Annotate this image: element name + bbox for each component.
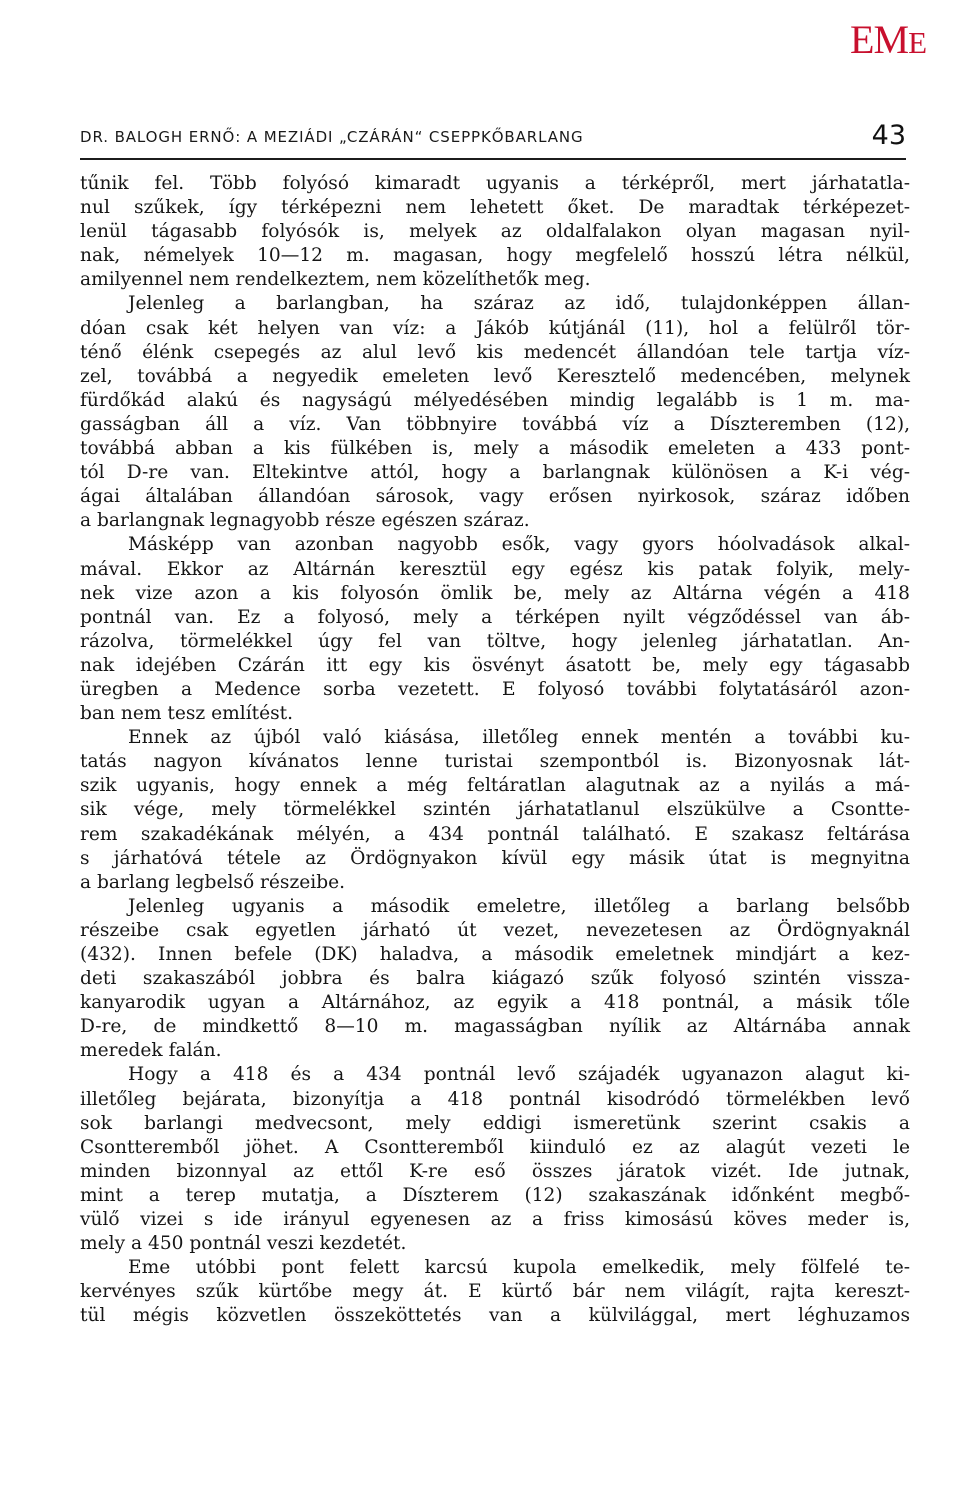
text-line: mely a 450 pontnál veszi kezdetét. — [80, 1233, 407, 1255]
text-line: amilyennel nem rendelkeztem, nem közelíthetők meg. — [80, 269, 591, 291]
text-line: dóan csak két helyen van víz: a Jákób kútjánál (11), hol a felülről tör- — [80, 317, 910, 339]
text-line: deti szakaszából jobbra és balra kiágazó szűk folyosó szintén vissza- — [80, 968, 910, 990]
text-line: gasságban áll a víz. Van többnyire továbbá víz a Díszteremben (12), — [80, 413, 910, 435]
text-line: zel, továbbá a negyedik emeleten levő Keresztelő medencében, melynek — [80, 365, 910, 387]
text-line: Csontteremből jöhet. A Csontteremből kiinduló ez az alagút vezeti le — [80, 1136, 910, 1158]
text-line: sik vége, mely törmelékkel szintén járhatatlanul elszükülve a Csontte- — [80, 799, 910, 821]
header-rule — [80, 158, 906, 160]
text-line: nak idejében Czárán itt egy kis ösvényt ásatott be, mely egy tágasabb — [80, 654, 910, 676]
text-line: továbbá abban a kis fülkében is, mely a második emeleten a 433 pont- — [80, 438, 910, 460]
text-line: tűnik fel. Több folyósó kimaradt ugyanis a térképről, mert járhatatla- — [80, 173, 910, 194]
text-line: rázolva, törmelékkel úgy fel van töltve, hogy jelenleg járhatatlan. An- — [80, 630, 910, 652]
text-line: Eme utóbbi pont felett karcsú kupola emelkedik, mely fölfelé te- — [128, 1257, 910, 1279]
text-line: s járhatóvá tétele az Ördögnyakon kívül egy másik útat is megnyitna — [80, 847, 910, 869]
text-line: illetőleg bejárata, bizonyítja a 418 pontnál kisodródó törmelékben levő — [80, 1088, 910, 1110]
text-line: kervényes szűk kürtőbe megy át. E kürtő bár nem világít, rajta kereszt- — [80, 1281, 910, 1303]
text-line: vülő vizei s ide irányul egyenesen az a friss kimosású köves meder is, — [80, 1209, 910, 1231]
text-line: üregben a Medence sorba vezetett. E folyosó további folytatásáról azon- — [80, 678, 910, 700]
text-line: D-re, de mindkettő 8—10 m. magasságban nyílik az Altárnába annak — [80, 1016, 910, 1038]
text-line: mával. Ekkor az Altárnán keresztül egy egész kis patak folyik, mely- — [80, 558, 910, 580]
text-line: kanyarodik ugyan a Altárnához, az egyik a 418 pontnál, a másik tőle — [80, 992, 910, 1014]
text-line: Másképp van azonban nagyobb esők, vagy gyors hóolvadások alkal- — [128, 534, 910, 556]
text-line: minden bizonnyal az ettől K-re eső összes járatok vizét. Ide jutnak, — [80, 1160, 910, 1182]
running-header — [80, 120, 906, 152]
body-text — [80, 172, 910, 1329]
text-line: Hogy a 418 és a 434 pontnál levő szájadék ugyanazon alagut ki- — [128, 1064, 910, 1086]
text-line: szik ugyanis, hogy ennek a még feltáratlan alagutnak az a nyilás a má- — [80, 775, 910, 797]
text-line: ban nem tesz említést. — [80, 703, 294, 725]
text-line: Ennek az újból való kiásása, illetőleg ennek mentén a további ku- — [128, 727, 910, 749]
text-line: lenül tágasabb folyósók is, melyek az oldalfalakon olyan magasan nyil- — [80, 221, 910, 243]
text-line: nek vize azon a kis folyosón ömlik be, mely az Altárna végén a 418 — [80, 582, 910, 604]
text-line: meredek falán. — [80, 1040, 222, 1062]
text-line: mint a terep mutatja, a Díszterem (12) szakaszának időnként megbő- — [80, 1184, 910, 1206]
logo-letter-m: M — [873, 17, 909, 62]
text-line: tatás nagyon kívánatos lenne turistai szempontból is. Bizonyosnak lát- — [80, 751, 910, 773]
text-line: fürdőkád alakú és nagyságú mélyedésében mindig legalább is 1 m. ma- — [80, 389, 910, 411]
text-line: a barlangnak legnagyobb része egészen száraz. — [80, 510, 530, 532]
text-line: rem szakadékának mélyén, a 434 pontnál található. E szakasz feltárása — [80, 823, 910, 845]
text-line: Jelenleg a barlangban, ha száraz az idő, tulajdonképpen állan- — [128, 293, 910, 315]
running-title: DR. BALOGH ERNŐ: A MEZIÁDI „CZÁRÁN“ CSEPPKŐBARLANG — [80, 128, 584, 146]
text-line: nak, némelyek 10—12 m. magasan, hogy megfelelő hosszú létra nélkül, — [80, 245, 910, 267]
publisher-logo — [850, 17, 926, 62]
text-line: Jelenleg ugyanis a második emeletre, illetőleg a barlang belsőbb — [128, 895, 910, 917]
text-line: részeibe csak egyetlen járható út vezet, nevezetesen az Ördögnyaknál — [80, 919, 910, 941]
text-line: tól D-re van. Eltekintve attól, hogy a barlangnak különösen a K-i vég- — [80, 462, 910, 484]
page-number: 43 — [871, 120, 906, 151]
text-line: a barlang legbelső részeibe. — [80, 871, 346, 893]
text-line: tül mégis közvetlen összeköttetés van a külvilággal, mert léghuzamos — [80, 1305, 910, 1327]
logo-letter-e: E — [850, 17, 874, 62]
text-line: (432). Innen befele (DK) haladva, a második emeletnek mindjárt a kez- — [80, 944, 910, 965]
text-line: sok barlangi medvecsont, mely eddigi ismeretünk szerint csakis a — [80, 1112, 910, 1134]
text-line: nul szűkek, így térképezni nem lehetett őket. De maradtak térképezet- — [80, 197, 910, 219]
text-line: pontnál van. Ez a folyosó, mely a térképen nyilt végződéssel van áb- — [80, 606, 910, 628]
text-line: ágai általában állandóan sárosok, vagy erősen nyirkosok, száraz időben — [80, 486, 910, 508]
logo-letter-e-small: E — [908, 25, 926, 60]
text-line: ténő élénk csepegés az alul levő kis medencét állandóan tele tartja víz- — [80, 341, 910, 363]
